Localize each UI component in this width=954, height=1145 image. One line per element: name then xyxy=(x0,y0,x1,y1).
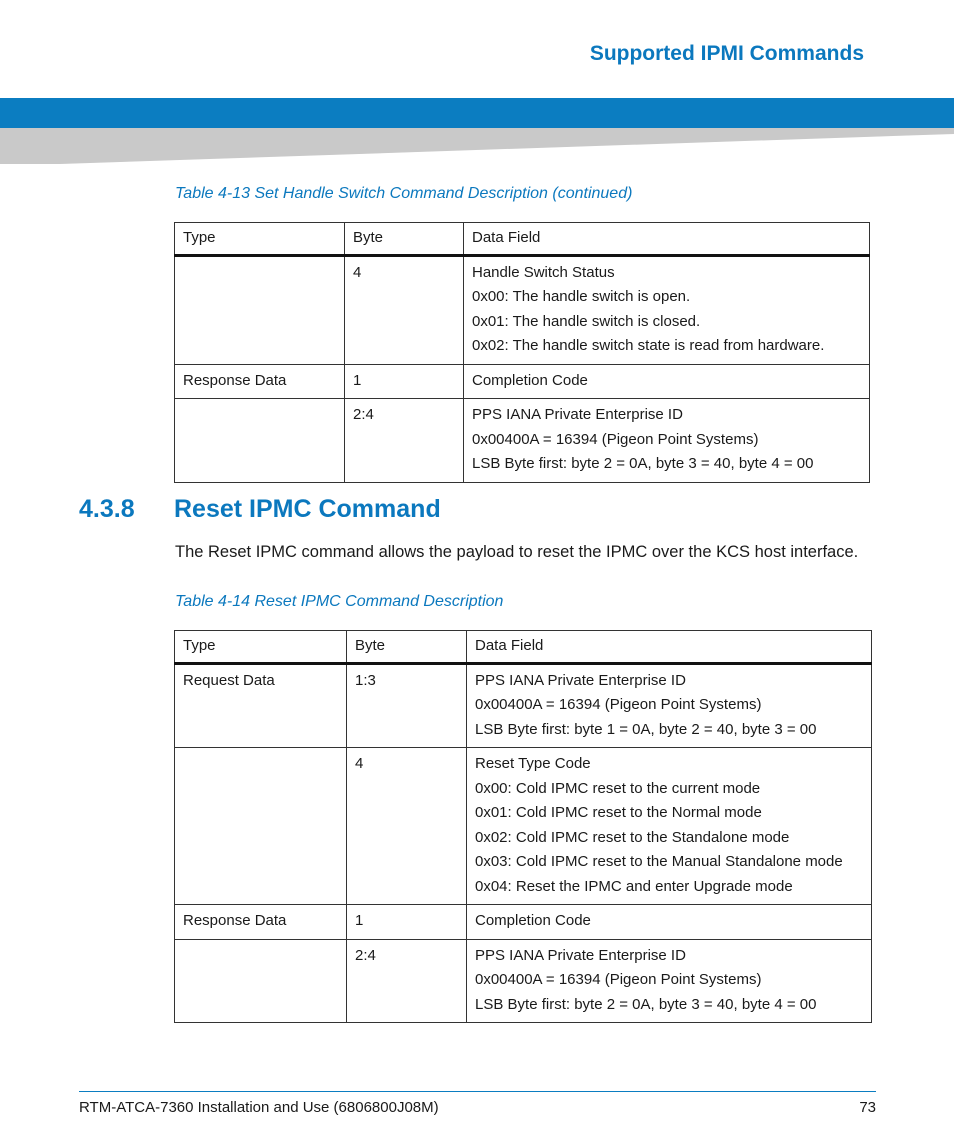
table-row xyxy=(175,748,872,905)
cell-byte: 4 xyxy=(345,255,464,364)
table2-caption: Table 4-14 Reset IPMC Command Description xyxy=(175,593,504,610)
cell-type xyxy=(175,748,347,905)
running-header-title: Supported IPMI Commands xyxy=(582,40,872,68)
data-line: Reset Type Code xyxy=(475,755,591,772)
data-line: 0x00400A = 16394 (Pigeon Point Systems) xyxy=(475,696,762,713)
cell-type: Response Data xyxy=(175,364,345,399)
data-line: 0x00: Cold IPMC reset to the current mode xyxy=(475,779,761,797)
cell-byte: 2:4 xyxy=(345,399,464,483)
cell-data-field xyxy=(464,364,870,399)
data-line: Completion Code xyxy=(475,912,591,929)
body-paragraph: The Reset IPMC command allows the payload to reset the IPMC over the KCS host interface. xyxy=(175,543,859,561)
cell-byte: 2:4 xyxy=(347,939,467,1023)
data-line: 0x00: The handle switch is open. xyxy=(472,288,691,305)
data-line: 0x01: Cold IPMC reset to the Normal mode xyxy=(475,804,762,821)
cell-type xyxy=(175,255,345,364)
table-row xyxy=(175,939,872,1023)
column-header-byte: Byte xyxy=(347,631,467,664)
data-line: 0x00400A = 16394 (Pigeon Point Systems) xyxy=(472,430,759,448)
cell-byte: 1 xyxy=(345,364,464,399)
cell-type: Response Data xyxy=(175,905,347,940)
footer-rule xyxy=(79,1091,876,1092)
data-line: 0x02: The handle switch state is read from hardware. xyxy=(472,337,825,354)
cell-data-field xyxy=(464,255,870,364)
table1-caption: Table 4-13 Set Handle Switch Command Description (continued) xyxy=(175,185,633,202)
cell-data-field xyxy=(467,905,872,940)
header-blue-bar xyxy=(0,98,954,128)
table-row xyxy=(175,905,872,940)
section-heading: Reset IPMC Command xyxy=(174,495,441,523)
cell-type xyxy=(175,399,345,483)
cell-data-field xyxy=(464,399,870,483)
cell-type: Request Data xyxy=(175,663,347,748)
footer-document-title: RTM-ATCA-7360 Installation and Use (6806800J08M) xyxy=(79,1099,439,1116)
column-header-type: Type xyxy=(175,223,345,256)
table-row xyxy=(175,364,870,399)
column-header-data-field: Data Field xyxy=(464,223,870,256)
page-number: 73 xyxy=(859,1099,876,1116)
cell-byte: 1:3 xyxy=(347,663,467,748)
data-line: 0x02: Cold IPMC reset to the Standalone mode xyxy=(475,828,790,846)
cell-data-field xyxy=(467,663,872,748)
cell-data-field xyxy=(467,748,872,905)
section-number: 4.3.8 xyxy=(79,495,135,523)
data-line: PPS IANA Private Enterprise ID xyxy=(472,406,683,423)
cell-byte: 1 xyxy=(347,905,467,940)
data-line: 0x01: The handle switch is closed. xyxy=(472,312,701,330)
data-line: 0x00400A = 16394 (Pigeon Point Systems) xyxy=(475,971,762,988)
cell-type xyxy=(175,939,347,1023)
table-row xyxy=(175,399,870,483)
column-header-data-field: Data Field xyxy=(467,631,872,664)
table2 xyxy=(174,630,872,1023)
cell-byte: 4 xyxy=(347,748,467,905)
data-line: PPS IANA Private Enterprise ID xyxy=(475,671,686,689)
table-row xyxy=(175,255,870,364)
data-line: Completion Code xyxy=(472,371,588,389)
table-row xyxy=(175,663,872,748)
cell-data-field xyxy=(467,939,872,1023)
data-line: PPS IANA Private Enterprise ID xyxy=(475,946,686,964)
table1-header-row xyxy=(175,223,870,256)
data-line: LSB Byte first: byte 2 = 0A, byte 3 = 40, byte 4 = 00 xyxy=(472,455,814,472)
column-header-byte: Byte xyxy=(345,223,464,256)
data-line: LSB Byte first: byte 2 = 0A, byte 3 = 40, byte 4 = 00 xyxy=(475,995,817,1013)
column-header-type: Type xyxy=(175,631,347,664)
data-line: 0x04: Reset the IPMC and enter Upgrade mode xyxy=(475,877,793,895)
header-gray-wedge xyxy=(0,128,954,164)
data-line: Handle Switch Status xyxy=(472,263,615,281)
table2-header-row xyxy=(175,631,872,664)
data-line: LSB Byte first: byte 1 = 0A, byte 2 = 40, byte 3 = 00 xyxy=(475,720,817,738)
table1 xyxy=(174,222,870,483)
data-line: 0x03: Cold IPMC reset to the Manual Standalone mode xyxy=(475,853,843,870)
